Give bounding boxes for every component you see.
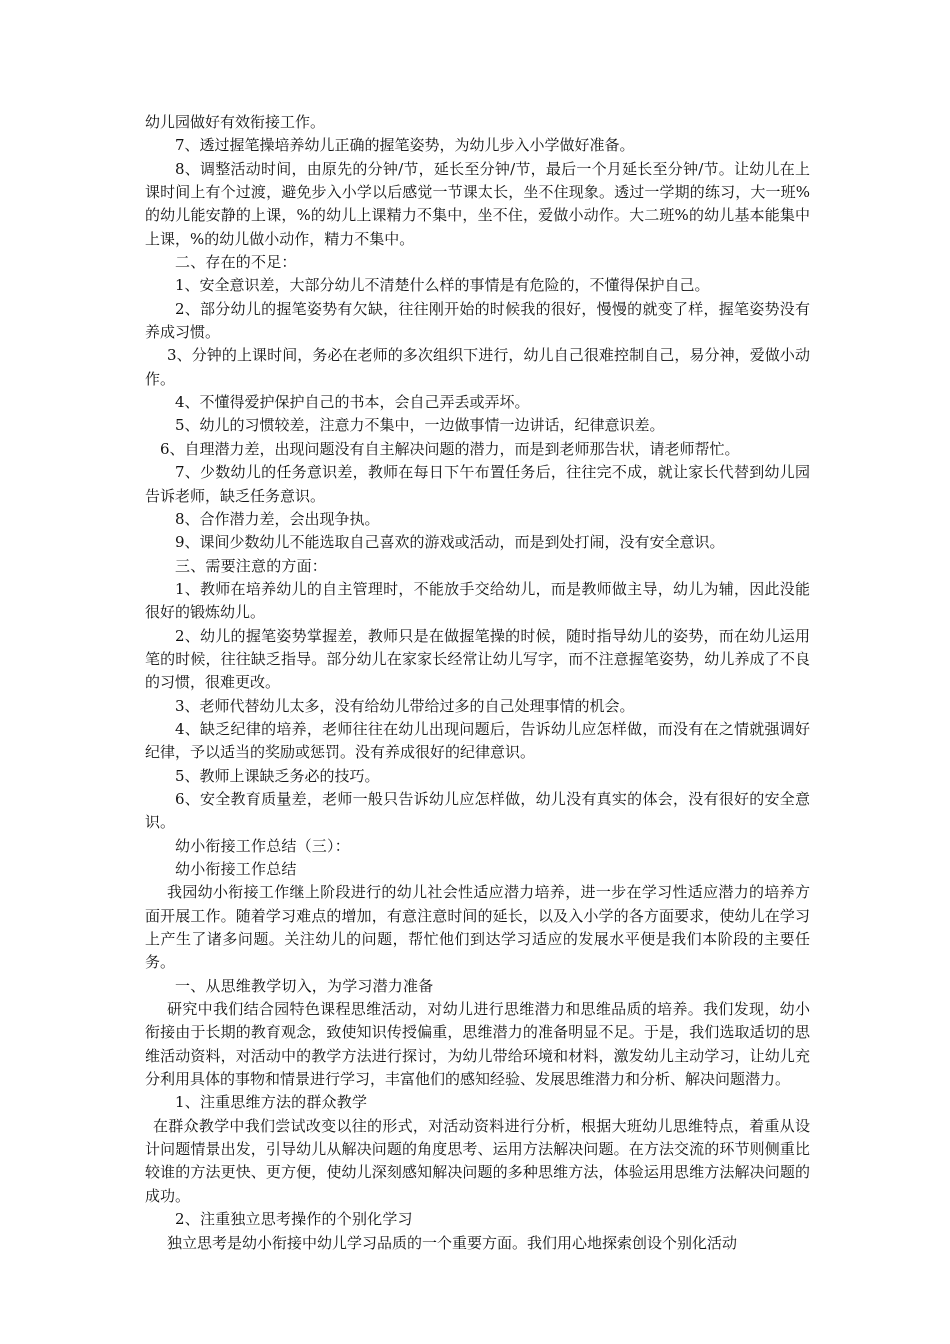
- paragraph: 4、不懂得爱护保护自己的书本，会自己弄丢或弄坏。: [175, 393, 530, 412]
- paragraph: 7、少数幼儿的任务意识差，教师在每日下午布置任务后，往往完不成，就让家长代替到幼儿园告诉老师，缺乏任务意识。: [145, 463, 810, 505]
- paragraph: 6、自理潜力差，出现问题没有自主解决问题的潜力，而是到老师那告状，请老师帮忙。: [160, 439, 740, 458]
- paragraph: 4、缺乏纪律的培养，老师往往在幼儿出现问题后，告诉幼儿应怎样做，而没有在之情就强调好纪律，予以适当的奖励或惩罚。没有养成很好的纪律意识。: [145, 719, 810, 762]
- section-heading: 2、注重独立思考操作的个别化学习: [175, 1210, 413, 1229]
- paragraph: 2、部分幼儿的握笔姿势有欠缺，往往刚开始的时候我的很好，慢慢的就变了样，握笔姿势没有养成习惯。: [145, 299, 810, 342]
- paragraph: 5、幼儿的习惯较差，注意力不集中，一边做事情一边讲话，纪律意识差。: [175, 416, 665, 435]
- paragraph: 我园幼小衔接工作继上阶段进行的幼儿社会性适应潜力培养，进一步在学习性适应潜力的培养方面开展工作。随着学习难点的增加，有意注意时间的延长，以及入小学的各方面要求，使幼儿在学习上产生了诸多问题。关注幼儿的问题，帮忙他们到达学习适应的发展水平便是我们本阶段的主要任务。: [145, 883, 810, 972]
- paragraph: 3、老师代替幼儿太多，没有给幼儿带给过多的自己处理事情的机会。: [175, 696, 635, 715]
- paragraph: 6、安全教育质量差，老师一般只告诉幼儿应怎样做，幼儿没有真实的体会，没有很好的安全意识。: [145, 789, 810, 832]
- paragraph: 8、调整活动时间，由原先的分钟/节，延长至分钟/节，最后一个月延长至分钟/节。让幼儿在上课时间上有个过渡，避免步入小学以后感觉一节课太长，坐不住现象。透过一学期的练习，大一班%的幼儿能安静的上课，%的幼儿上课精力不集中，坐不住，爱做小动作。大二班%的幼儿基本能集中上课，%的幼儿做小动作，精力不集中。: [145, 159, 810, 248]
- section-heading: 一、从思维教学切入，为学习潜力准备: [175, 976, 434, 995]
- paragraph: 5、教师上课缺乏务必的技巧。: [175, 766, 380, 785]
- paragraph: 8、合作潜力差，会出现争执。: [175, 509, 380, 528]
- section-heading: 1、注重思维方法的群众教学: [175, 1093, 368, 1112]
- paragraph: 2、幼儿的握笔姿势掌握差，教师只是在做握笔操的时候，随时指导幼儿的姿势，而在幼儿运用笔的时候，往往缺乏指导。部分幼儿在家家长经常让幼儿写字，而不注意握笔姿势，幼儿养成了不良的习惯，很难更改。: [145, 626, 810, 692]
- section-heading: 幼小衔接工作总结（三）：: [175, 836, 350, 855]
- paragraph: 研究中我们结合园特色课程思维活动，对幼儿进行思维潜力和思维品质的培养。我们发现，幼小衔接由于长期的教育观念，致使知识传授偏重，思维潜力的准备明显不足。于是，我们选取适切的思维活动资料，对活动中的教学方法进行探讨，为幼儿带给环境和材料，激发幼儿主动学习，让幼儿充分利用具体的事物和情景进行学习，丰富他们的感知经验、发展思维潜力和分析、解决问题潜力。: [145, 1000, 810, 1089]
- section-heading: 三、需要注意的方面：: [175, 556, 328, 575]
- paragraph: 独立思考是幼小衔接中幼儿学习品质的一个重要方面。我们用心地探索创设个别化活动: [167, 1233, 738, 1252]
- section-heading: 幼小衔接工作总结: [175, 860, 297, 878]
- document-body: [145, 111, 810, 1255]
- paragraph: 9、课间少数幼儿不能选取自己喜欢的游戏或活动，而是到处打闹，没有安全意识。: [175, 533, 725, 552]
- paragraph: 在群众教学中我们尝试改变以往的形式，对活动资料进行分析，根据大班幼儿思维特点，着重从设计问题情景出发，引导幼儿从解决问题的角度思考、运用方法解决问题。在方法交流的环节则侧重比较谁的方法更快、更方便，使幼儿深刻感知解决问题的多种思维方法，体验运用思维方法解决问题的成功。: [145, 1116, 810, 1205]
- section-heading: 二、存在的不足：: [175, 253, 297, 272]
- paragraph: 幼儿园做好有效衔接工作。: [145, 113, 326, 131]
- paragraph: 1、安全意识差，大部分幼儿不清楚什么样的事情是有危险的，不懂得保护自己。: [175, 276, 710, 295]
- paragraph: 1、教师在培养幼儿的自主管理时，不能放手交给幼儿，而是教师做主导，幼儿为辅，因此没能很好的锻炼幼儿。: [145, 579, 810, 622]
- paragraph: 3、分钟的上课时间，务必在老师的多次组织下进行，幼儿自己很难控制自己，易分神，爱做小动作。: [145, 346, 810, 388]
- paragraph: 7、透过握笔操培养幼儿正确的握笔姿势，为幼儿步入小学做好准备。: [175, 136, 635, 155]
